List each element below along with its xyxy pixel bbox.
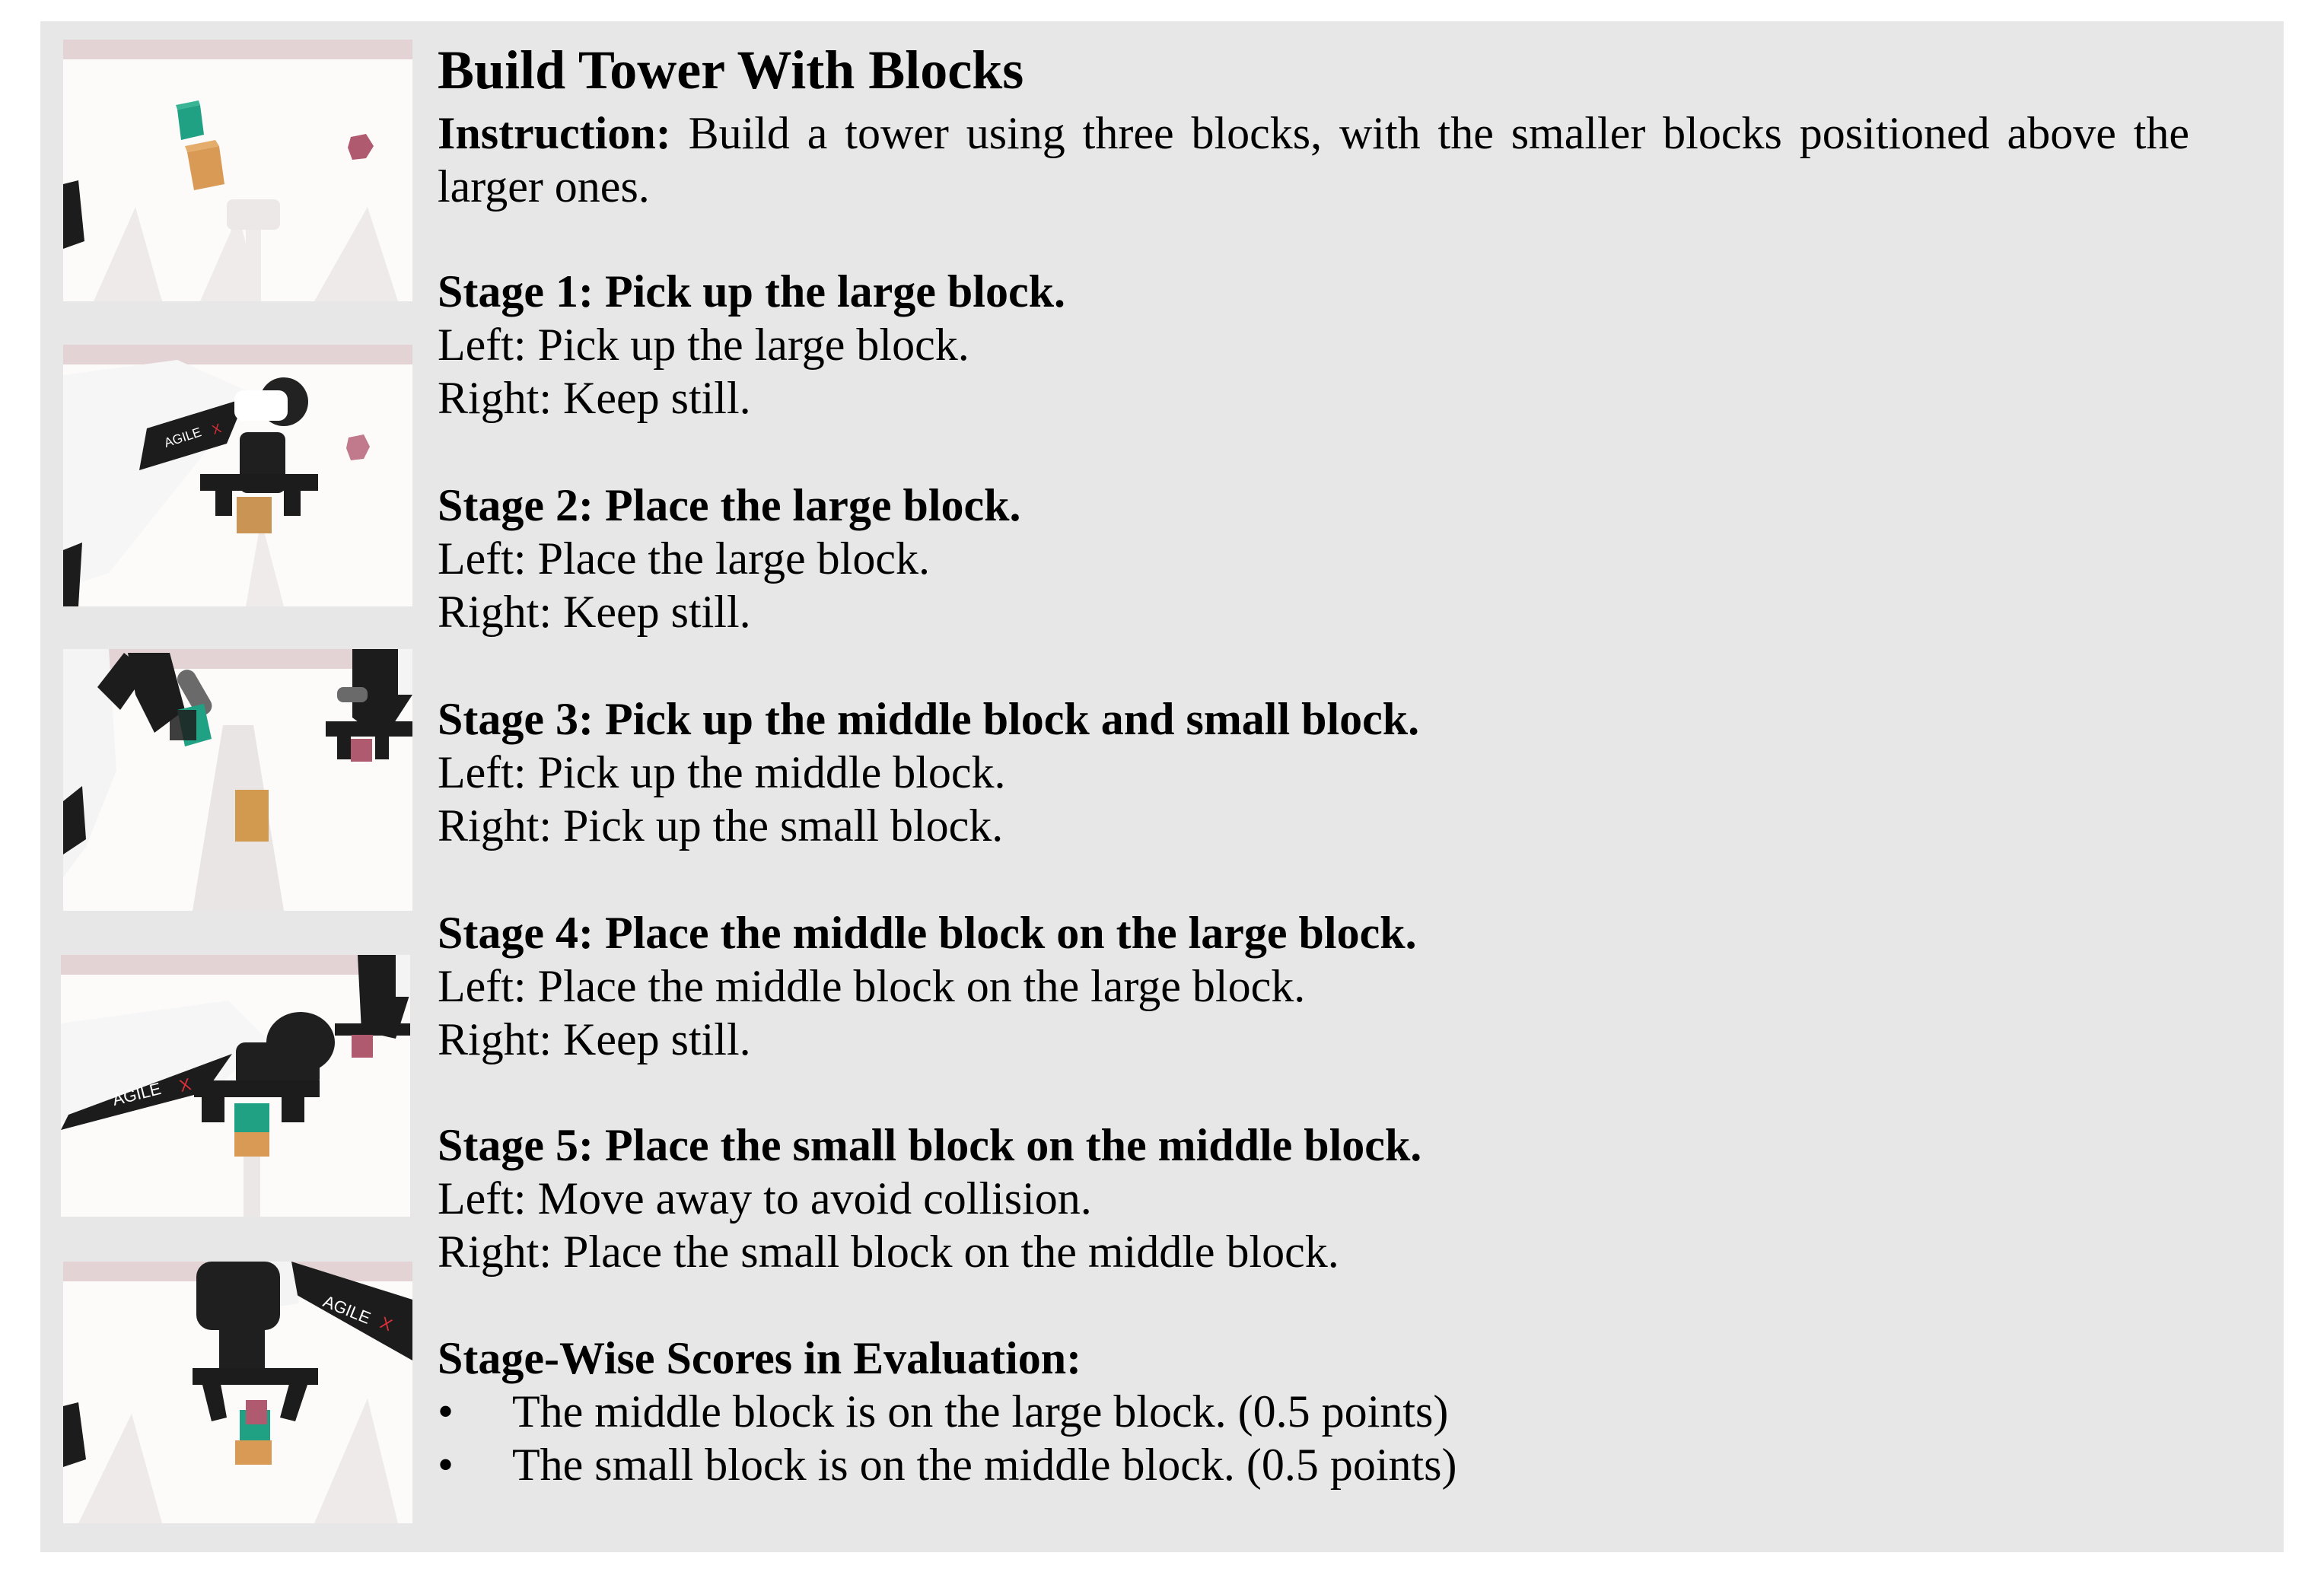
score-item-text: The middle block is on the large block. (0.5 points) xyxy=(512,1386,1449,1437)
svg-text:AGILE: AGILE xyxy=(320,1291,374,1328)
stage-5-heading: Stage 5: Place the small block on the middle block. xyxy=(438,1120,1422,1170)
stage-2-left: Left: Place the large block. xyxy=(438,533,930,584)
stage-5-right: Right: Place the small block on the middle block. xyxy=(438,1227,1339,1277)
stage-3-left: Left: Pick up the middle block. xyxy=(438,747,1006,797)
scene-stage-3-illustration xyxy=(63,649,412,911)
task-title: Build Tower With Blocks xyxy=(438,40,1024,100)
scene-image-stage-1 xyxy=(63,345,412,606)
scene-initial-illustration xyxy=(63,40,412,301)
instruction-paragraph xyxy=(438,107,2189,213)
stage-2-heading: Stage 2: Place the large block. xyxy=(438,480,1021,530)
stage-1-left: Left: Pick up the large block. xyxy=(438,320,969,370)
instruction-text: Build a tower using three blocks, with the smaller blocks positioned above the larger ones. xyxy=(438,108,2189,212)
stage-5-left: Left: Move away to avoid collision. xyxy=(438,1173,1092,1224)
stage-1-right: Right: Keep still. xyxy=(438,373,751,423)
svg-text:X: X xyxy=(377,1313,396,1335)
stage-4-left: Left: Place the middle block on the large block. xyxy=(438,961,1306,1011)
stage-3-heading: Stage 3: Pick up the middle block and small block. xyxy=(438,694,1420,744)
stage-4-heading: Stage 4: Place the middle block on the large block. xyxy=(438,908,1417,958)
stage-1-heading: Stage 1: Pick up the large block. xyxy=(438,266,1065,317)
scene-image-stage-5 xyxy=(63,1262,412,1523)
scene-stage-5-illustration xyxy=(63,1262,412,1523)
scene-image-initial xyxy=(63,40,412,301)
svg-text:X: X xyxy=(177,1074,193,1096)
scene-image-stage-4 xyxy=(61,955,410,1217)
svg-text:AGILE: AGILE xyxy=(162,425,203,450)
bullet-icon: • xyxy=(438,1440,454,1490)
svg-text:X: X xyxy=(210,421,224,438)
svg-text:AGILE: AGILE xyxy=(110,1078,164,1109)
score-item-text: The small block is on the middle block. (0.5 points) xyxy=(512,1440,1457,1490)
stage-2-right: Right: Keep still. xyxy=(438,587,751,637)
scene-stage-4-illustration xyxy=(61,955,410,1217)
stage-3-right: Right: Pick up the small block. xyxy=(438,800,1004,851)
scene-image-stage-3 xyxy=(63,649,412,911)
scores-heading: Stage-Wise Scores in Evaluation: xyxy=(438,1333,1082,1383)
scene-stage-1-illustration xyxy=(63,345,412,606)
instruction-label: Instruction: xyxy=(438,108,671,158)
stage-4-right: Right: Keep still. xyxy=(438,1014,751,1064)
bullet-icon: • xyxy=(438,1386,454,1437)
